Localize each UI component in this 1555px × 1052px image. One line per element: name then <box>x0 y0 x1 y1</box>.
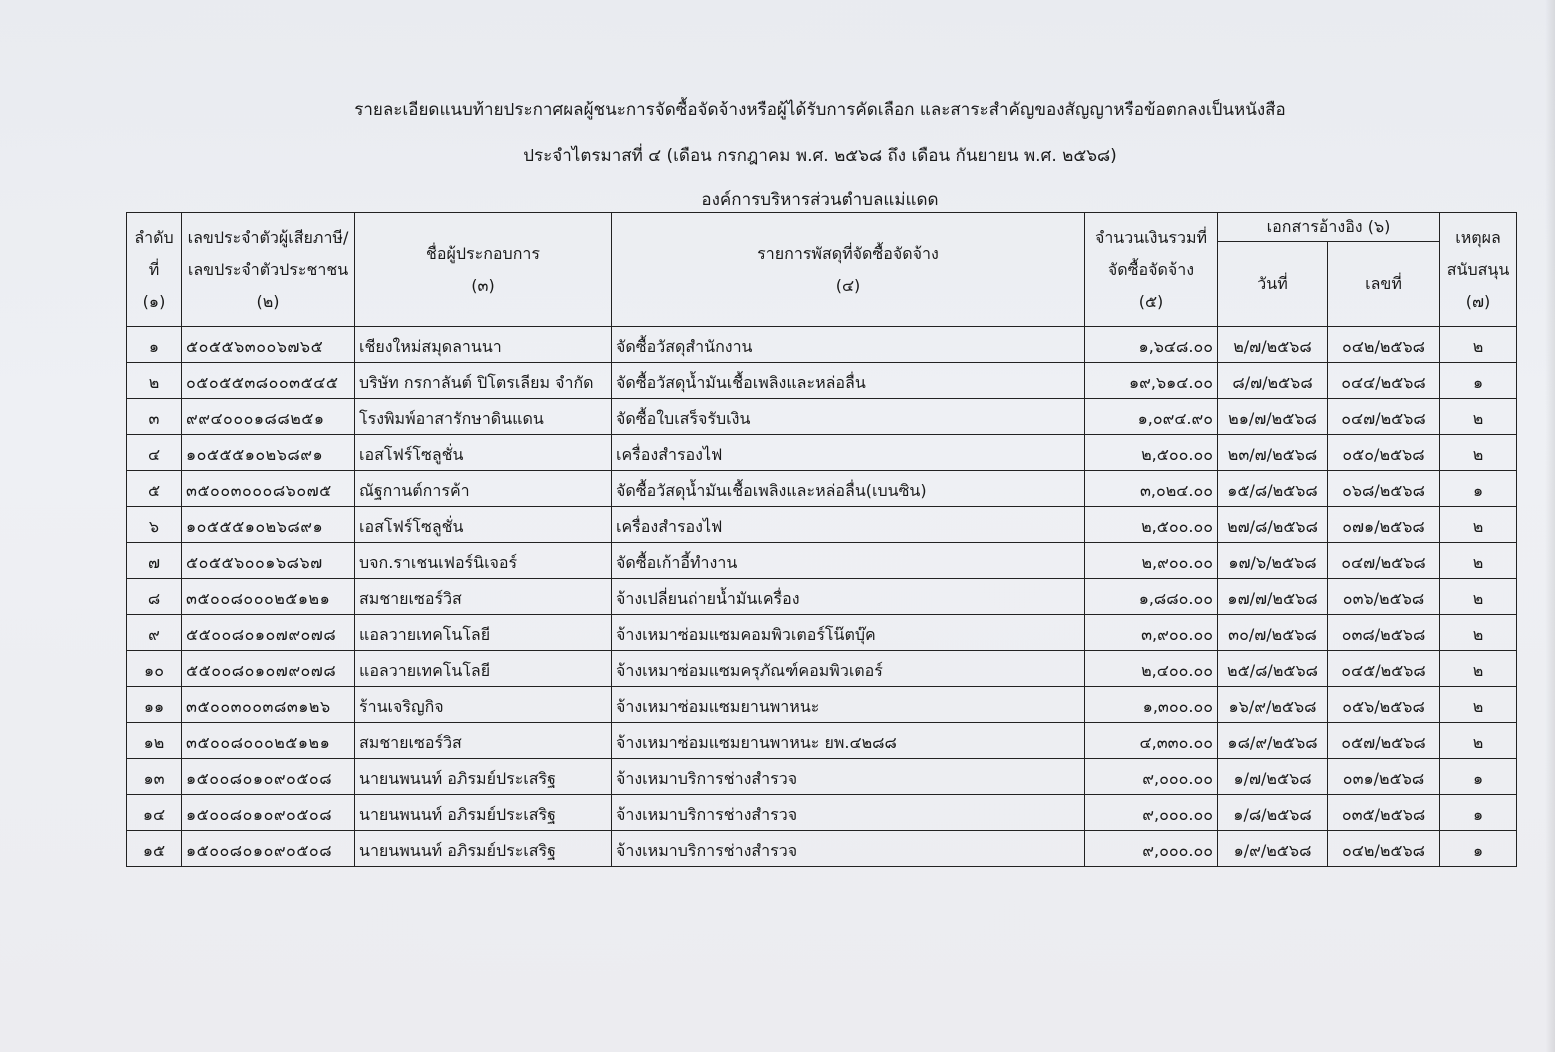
item-description-cell: จัดซื้อใบเสร็จรับเงิน <box>612 399 1085 435</box>
reference-number-cell: ๐๗๑/๒๕๖๘ <box>1328 507 1440 543</box>
reason-code-cell: ๑ <box>1440 795 1517 831</box>
table-body <box>127 327 1517 867</box>
col-header-date: วันที่ <box>1218 242 1328 327</box>
table-row <box>127 831 1517 867</box>
table-row <box>127 327 1517 363</box>
table-row <box>127 795 1517 831</box>
tax-id-cell: ๓๕๐๐๓๐๐๐๘๖๐๗๕ <box>182 471 355 507</box>
reference-number-cell: ๐๓๕/๒๕๖๘ <box>1328 795 1440 831</box>
col-header-ref-number: เลขที่ <box>1328 242 1440 327</box>
reference-date-cell: ๑๖/๙/๒๕๖๘ <box>1218 687 1328 723</box>
reference-number-cell: ๐๔๔/๒๕๖๘ <box>1328 363 1440 399</box>
reason-code-cell: ๒ <box>1440 327 1517 363</box>
col-header-amount: จำนวนเงินรวมที่จัดซื้อจัดจ้าง (๕) <box>1085 213 1218 327</box>
item-description-cell: จัดซื้อวัสดุน้ำมันเชื้อเพลิงและหล่อลื่น <box>612 363 1085 399</box>
row-number: ๑ <box>127 327 182 363</box>
reference-number-cell: ๐๔๗/๒๕๖๘ <box>1328 399 1440 435</box>
document-period: ประจำไตรมาสที่ ๔ (เดือน กรกฎาคม พ.ศ. ๒๕๖๘ ถึง เดือน กันยายน พ.ศ. ๒๕๖๘) <box>523 146 1117 166</box>
tax-id-cell: ๕๐๕๕๖๐๐๑๖๘๖๗ <box>182 543 355 579</box>
amount-cell: ๑,๐๙๔.๙๐ <box>1085 399 1218 435</box>
row-number: ๕ <box>127 471 182 507</box>
item-description-cell: จ้างเหมาซ่อมแซมครุภัณฑ์คอมพิวเตอร์ <box>612 651 1085 687</box>
table-row <box>127 759 1517 795</box>
reference-date-cell: ๑๗/๗/๒๕๖๘ <box>1218 579 1328 615</box>
reference-date-cell: ๑๕/๘/๒๕๖๘ <box>1218 471 1328 507</box>
row-number: ๑๐ <box>127 651 182 687</box>
vendor-name-cell: แอลวายเทคโนโลยี <box>355 615 612 651</box>
amount-cell: ๙,๐๐๐.๐๐ <box>1085 795 1218 831</box>
vendor-name-cell: สมชายเซอร์วิส <box>355 579 612 615</box>
reference-date-cell: ๑/๗/๒๕๖๘ <box>1218 759 1328 795</box>
amount-cell: ๓,๐๒๔.๐๐ <box>1085 471 1218 507</box>
vendor-name-cell: นายนพนนท์ อภิรมย์ประเสริฐ <box>355 831 612 867</box>
row-number: ๑๓ <box>127 759 182 795</box>
row-number: ๑๑ <box>127 687 182 723</box>
reason-code-cell: ๑ <box>1440 831 1517 867</box>
reference-date-cell: ๒๓/๗/๒๕๖๘ <box>1218 435 1328 471</box>
reference-number-cell: ๐๓๘/๒๕๖๘ <box>1328 615 1440 651</box>
amount-cell: ๑,๘๘๐.๐๐ <box>1085 579 1218 615</box>
reference-date-cell: ๑๘/๙/๒๕๖๘ <box>1218 723 1328 759</box>
amount-cell: ๓,๙๐๐.๐๐ <box>1085 615 1218 651</box>
vendor-name-cell: โรงพิมพ์อาสารักษาดินแดน <box>355 399 612 435</box>
reference-date-cell: ๒๑/๗/๒๕๖๘ <box>1218 399 1328 435</box>
tax-id-cell: ๑๕๐๐๘๐๑๐๙๐๕๐๘ <box>182 759 355 795</box>
reason-code-cell: ๑ <box>1440 471 1517 507</box>
tax-id-cell: ๕๕๐๐๘๐๑๐๗๙๐๗๘ <box>182 615 355 651</box>
procurement-table <box>126 212 1517 867</box>
item-description-cell: จัดซื้อเก้าอี้ทำงาน <box>612 543 1085 579</box>
reason-code-cell: ๒ <box>1440 543 1517 579</box>
row-number: ๔ <box>127 435 182 471</box>
reference-date-cell: ๑๗/๖/๒๕๖๘ <box>1218 543 1328 579</box>
table-row <box>127 435 1517 471</box>
table-row <box>127 579 1517 615</box>
col-header-reference: เอกสารอ้างอิง (๖) <box>1218 213 1440 242</box>
reference-date-cell: ๑/๘/๒๕๖๘ <box>1218 795 1328 831</box>
row-number: ๖ <box>127 507 182 543</box>
reference-number-cell: ๐๓๑/๒๕๖๘ <box>1328 759 1440 795</box>
reference-number-cell: ๐๖๘/๒๕๖๘ <box>1328 471 1440 507</box>
vendor-name-cell: ร้านเจริญกิจ <box>355 687 612 723</box>
table-header <box>127 213 1517 327</box>
col-header-reason: เหตุผลสนับสนุน (๗) <box>1440 213 1517 327</box>
table-row <box>127 687 1517 723</box>
vendor-name-cell: สมชายเซอร์วิส <box>355 723 612 759</box>
tax-id-cell: ๑๕๐๐๘๐๑๐๙๐๕๐๘ <box>182 795 355 831</box>
table-row <box>127 363 1517 399</box>
amount-cell: ๙,๐๐๐.๐๐ <box>1085 831 1218 867</box>
row-number: ๓ <box>127 399 182 435</box>
table-row <box>127 399 1517 435</box>
reason-code-cell: ๒ <box>1440 435 1517 471</box>
col-header-no: ลำดับที่ (๑) <box>127 213 182 327</box>
reason-code-cell: ๒ <box>1440 651 1517 687</box>
table-row <box>127 507 1517 543</box>
vendor-name-cell: นายนพนนท์ อภิรมย์ประเสริฐ <box>355 759 612 795</box>
document-title: รายละเอียดแนบท้ายประกาศผลผู้ชนะการจัดซื้อจัดจ้างหรือผู้ได้รับการคัดเลือก และสาระสำคัญของสัญญาหรือข้อตกลงเป็นหนังสือ <box>354 100 1286 120</box>
row-number: ๙ <box>127 615 182 651</box>
amount-cell: ๑,๖๔๘.๐๐ <box>1085 327 1218 363</box>
col-header-vendor: ชื่อผู้ประกอบการ (๓) <box>355 213 612 327</box>
reference-number-cell: ๐๕๐/๒๕๖๘ <box>1328 435 1440 471</box>
reference-number-cell: ๐๔๒/๒๕๖๘ <box>1328 327 1440 363</box>
item-description-cell: จัดซื้อวัสดุสำนักงาน <box>612 327 1085 363</box>
reason-code-cell: ๒ <box>1440 687 1517 723</box>
amount-cell: ๒,๕๐๐.๐๐ <box>1085 507 1218 543</box>
tax-id-cell: ๑๕๐๐๘๐๑๐๙๐๕๐๘ <box>182 831 355 867</box>
item-description-cell: เครื่องสำรองไฟ <box>612 435 1085 471</box>
reason-code-cell: ๑ <box>1440 759 1517 795</box>
amount-cell: ๑๙,๖๑๔.๐๐ <box>1085 363 1218 399</box>
vendor-name-cell: นายนพนนท์ อภิรมย์ประเสริฐ <box>355 795 612 831</box>
reference-number-cell: ๐๕๗/๒๕๖๘ <box>1328 723 1440 759</box>
vendor-name-cell: เอสโฟร์โซลูชั่น <box>355 435 612 471</box>
tax-id-cell: ๕๕๐๐๘๐๑๐๗๙๐๗๘ <box>182 651 355 687</box>
item-description-cell: จ้างเหมาบริการช่างสำรวจ <box>612 759 1085 795</box>
row-number: ๑๒ <box>127 723 182 759</box>
tax-id-cell: ๙๙๔๐๐๐๑๘๘๒๕๑ <box>182 399 355 435</box>
table-row <box>127 723 1517 759</box>
amount-cell: ๙,๐๐๐.๐๐ <box>1085 759 1218 795</box>
tax-id-cell: ๐๕๐๕๕๓๘๐๐๓๕๔๕ <box>182 363 355 399</box>
reference-date-cell: ๑/๙/๒๕๖๘ <box>1218 831 1328 867</box>
vendor-name-cell: บริษัท กรกาลันต์ ปิโตรเลียม จำกัด <box>355 363 612 399</box>
tax-id-cell: ๓๕๐๐๓๐๐๓๘๓๑๒๖ <box>182 687 355 723</box>
col-header-item: รายการพัสดุที่จัดซื้อจัดจ้าง (๔) <box>612 213 1085 327</box>
vendor-name-cell: บจก.ราเชนเฟอร์นิเจอร์ <box>355 543 612 579</box>
item-description-cell: จ้างเปลี่ยนถ่ายน้ำมันเครื่อง <box>612 579 1085 615</box>
reference-date-cell: ๒๗/๘/๒๕๖๘ <box>1218 507 1328 543</box>
reference-date-cell: ๒๕/๘/๒๕๖๘ <box>1218 651 1328 687</box>
table-row <box>127 651 1517 687</box>
amount-cell: ๒,๙๐๐.๐๐ <box>1085 543 1218 579</box>
organization-name: องค์การบริหารส่วนตำบลแม่แดด <box>701 190 939 210</box>
reason-code-cell: ๑ <box>1440 363 1517 399</box>
reason-code-cell: ๒ <box>1440 399 1517 435</box>
item-description-cell: จ้างเหมาซ่อมแซมยานพาหนะ ยพ.๔๒๘๘ <box>612 723 1085 759</box>
tax-id-cell: ๑๐๕๕๕๑๐๒๖๘๙๑ <box>182 507 355 543</box>
vendor-name-cell: เชียงใหม่สมุดลานนา <box>355 327 612 363</box>
vendor-name-cell: เอสโฟร์โซลูชั่น <box>355 507 612 543</box>
tax-id-cell: ๕๐๕๕๖๓๐๐๖๗๖๕ <box>182 327 355 363</box>
reference-date-cell: ๘/๗/๒๕๖๘ <box>1218 363 1328 399</box>
reason-code-cell: ๒ <box>1440 507 1517 543</box>
row-number: ๑๔ <box>127 795 182 831</box>
reference-number-cell: ๐๓๖/๒๕๖๘ <box>1328 579 1440 615</box>
reason-code-cell: ๒ <box>1440 615 1517 651</box>
tax-id-cell: ๑๐๕๕๕๑๐๒๖๘๙๑ <box>182 435 355 471</box>
row-number: ๗ <box>127 543 182 579</box>
item-description-cell: จ้างเหมาบริการช่างสำรวจ <box>612 795 1085 831</box>
item-description-cell: จ้างเหมาบริการช่างสำรวจ <box>612 831 1085 867</box>
reference-number-cell: ๐๔๒/๒๕๖๘ <box>1328 831 1440 867</box>
tax-id-cell: ๓๕๐๐๘๐๐๐๒๕๑๒๑ <box>182 579 355 615</box>
row-number: ๑๕ <box>127 831 182 867</box>
amount-cell: ๔,๓๓๐.๐๐ <box>1085 723 1218 759</box>
reference-number-cell: ๐๔๕/๒๕๖๘ <box>1328 651 1440 687</box>
table-row <box>127 615 1517 651</box>
vendor-name-cell: ณัฐกานต์การค้า <box>355 471 612 507</box>
amount-cell: ๑,๓๐๐.๐๐ <box>1085 687 1218 723</box>
table-row <box>127 471 1517 507</box>
item-description-cell: เครื่องสำรองไฟ <box>612 507 1085 543</box>
col-header-tax-id: เลขประจำตัวผู้เสียภาษี/เลขประจำตัวประชาชน (๒) <box>182 213 355 327</box>
reference-date-cell: ๓๐/๗/๒๕๖๘ <box>1218 615 1328 651</box>
reference-number-cell: ๐๕๖/๒๕๖๘ <box>1328 687 1440 723</box>
reason-code-cell: ๒ <box>1440 723 1517 759</box>
row-number: ๘ <box>127 579 182 615</box>
amount-cell: ๒,๕๐๐.๐๐ <box>1085 435 1218 471</box>
table-row <box>127 543 1517 579</box>
item-description-cell: จ้างเหมาซ่อมแซมคอมพิวเตอร์โน๊ตบุ๊ค <box>612 615 1085 651</box>
item-description-cell: จัดซื้อวัสดุน้ำมันเชื้อเพลิงและหล่อลื่น(เบนซิน) <box>612 471 1085 507</box>
tax-id-cell: ๓๕๐๐๘๐๐๐๒๕๑๒๑ <box>182 723 355 759</box>
reason-code-cell: ๒ <box>1440 579 1517 615</box>
item-description-cell: จ้างเหมาซ่อมแซมยานพาหนะ <box>612 687 1085 723</box>
vendor-name-cell: แอลวายเทคโนโลยี <box>355 651 612 687</box>
reference-date-cell: ๒/๗/๒๕๖๘ <box>1218 327 1328 363</box>
reference-number-cell: ๐๔๗/๒๕๖๘ <box>1328 543 1440 579</box>
amount-cell: ๒,๔๐๐.๐๐ <box>1085 651 1218 687</box>
row-number: ๒ <box>127 363 182 399</box>
